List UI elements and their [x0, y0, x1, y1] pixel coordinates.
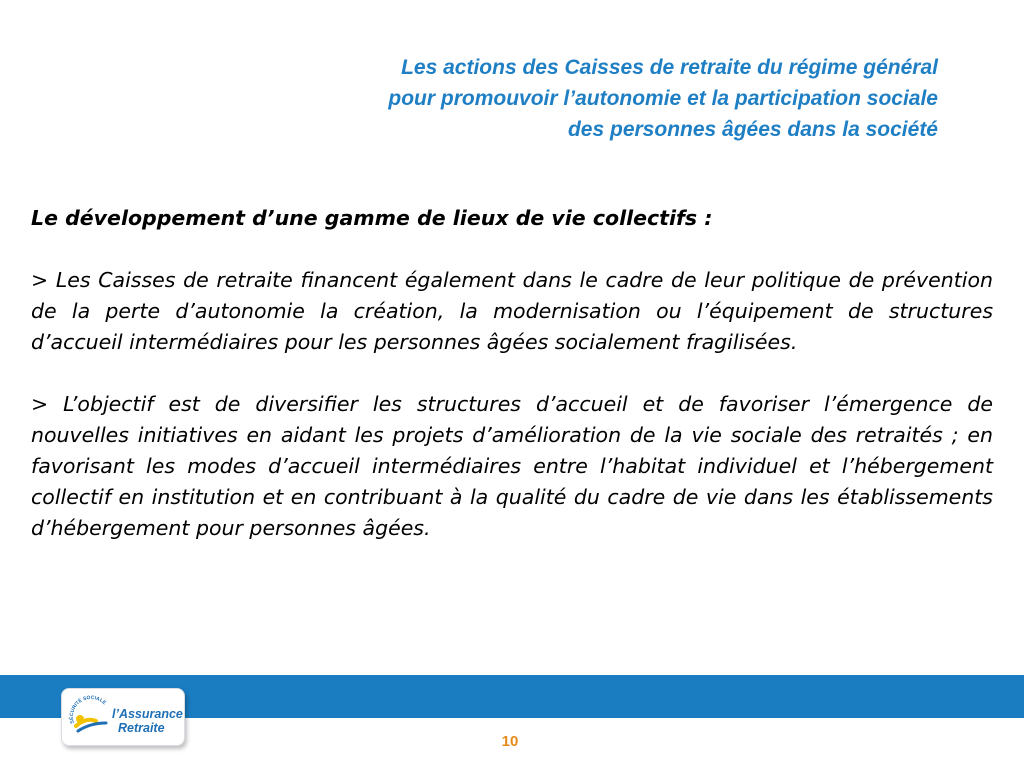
assurance-retraite-logo — [61, 688, 185, 746]
slide-title-line-2: pour promouvoir l’autonomie et la participation sociale — [388, 87, 938, 110]
logo-emblem-icon — [66, 693, 116, 741]
logo-arc-text: SÉCURITÉ SOCIALE — [68, 694, 108, 725]
logo-text-assurance: l’Assurance — [112, 707, 183, 721]
slide-title-line-3: des personnes âgées dans la société — [567, 118, 938, 141]
paragraph-objective: > L’objectif est de diversifier les structures d’accueil et de favoriser l’émergence de nouvelles initiatives en aidant les projets d’amélioration de la vie sociale des retraités ; en favorisant les modes d’accueil intermédiaires entre l’habitat individuel et l’hébergement collectif en institution et en contribuant à la qualité du cadre de vie dans les établissements d’hébergement pour personnes âgées. — [31, 392, 993, 540]
logo-text-retraite: Retraite — [118, 721, 165, 735]
page-number: 10 — [501, 733, 519, 750]
paragraph-financing: > Les Caisses de retraite financent également dans le cadre de leur politique de prévention de la perte d’autonomie la création, la modernisation ou l’équipement de structures d’accueil intermédiaires pour les personnes âgées socialement fragilisées. — [31, 268, 993, 354]
section-heading: Le développement d’une gamme de lieux de vie collectifs : — [31, 206, 713, 230]
slide-body — [31, 203, 993, 575]
slide-title — [218, 52, 938, 145]
slide-title-line-1: Les actions des Caisses de retraite du régime général — [401, 56, 938, 79]
